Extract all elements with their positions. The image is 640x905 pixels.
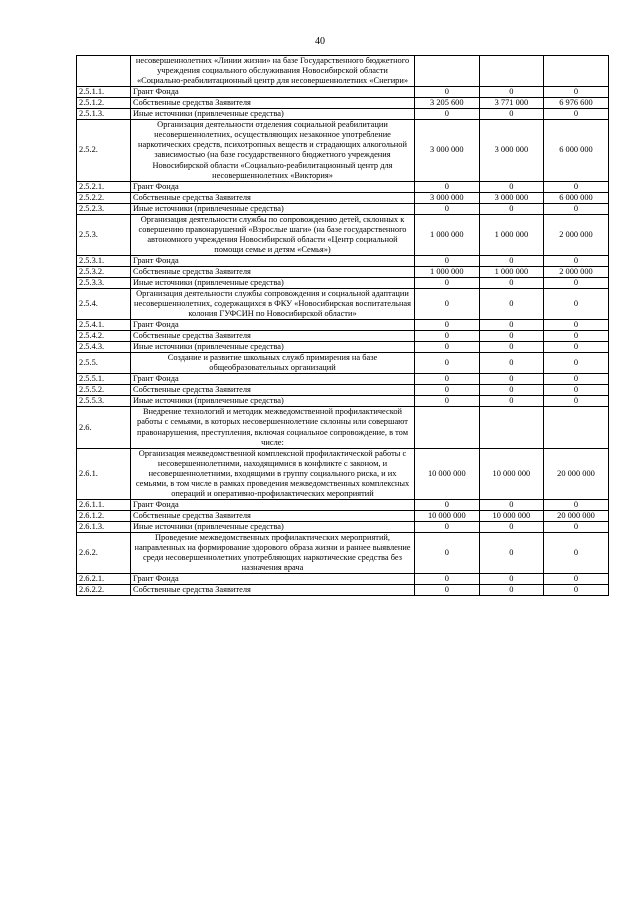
value-cell-3: 2 000 000 — [544, 267, 609, 278]
value-cell-2: 0 — [479, 396, 544, 407]
value-cell-2: 0 — [479, 385, 544, 396]
value-cell-1: 0 — [415, 533, 480, 574]
value-cell-1: 0 — [415, 109, 480, 120]
table-row — [77, 120, 609, 181]
table-row — [77, 396, 609, 407]
row-name-cell: Грант Фонда — [131, 500, 415, 511]
row-number-cell: 2.5.3. — [77, 214, 131, 255]
value-cell-3: 0 — [544, 585, 609, 596]
table-row — [77, 109, 609, 120]
value-cell-1: 3 205 600 — [415, 98, 480, 109]
value-cell-1: 0 — [415, 585, 480, 596]
row-name-cell: Грант Фонда — [131, 256, 415, 267]
value-cell-3: 0 — [544, 574, 609, 585]
table-row — [77, 407, 609, 448]
value-cell-2: 0 — [479, 109, 544, 120]
table-row — [77, 56, 609, 87]
row-number-cell: 2.5.2.2. — [77, 192, 131, 203]
table-row — [77, 192, 609, 203]
value-cell-1: 0 — [415, 522, 480, 533]
value-cell-3: 0 — [544, 256, 609, 267]
value-cell-1: 0 — [415, 203, 480, 214]
value-cell-2: 0 — [479, 331, 544, 342]
table-row — [77, 574, 609, 585]
value-cell-2: 10 000 000 — [479, 448, 544, 499]
value-cell-3 — [544, 56, 609, 87]
row-number-cell: 2.6.1. — [77, 448, 131, 499]
table-row — [77, 181, 609, 192]
row-name-cell: Грант Фонда — [131, 181, 415, 192]
value-cell-2: 1 000 000 — [479, 267, 544, 278]
row-name-cell: Внедрение технологий и методик межведомственной профилактической работы с семьями, в которых несовершеннолетние склонны или совершают правонарушения, преступления, включая социальное сопровождение, в том числе: — [131, 407, 415, 448]
value-cell-1: 3 000 000 — [415, 120, 480, 181]
value-cell-1: 0 — [415, 374, 480, 385]
value-cell-3: 0 — [544, 396, 609, 407]
row-name-cell: Собственные средства Заявителя — [131, 192, 415, 203]
value-cell-3: 2 000 000 — [544, 214, 609, 255]
value-cell-3 — [544, 407, 609, 448]
row-name-cell: Собственные средства Заявителя — [131, 511, 415, 522]
value-cell-2: 0 — [479, 87, 544, 98]
value-cell-2: 0 — [479, 320, 544, 331]
value-cell-3: 0 — [544, 278, 609, 289]
value-cell-2: 0 — [479, 533, 544, 574]
row-number-cell: 2.5.5.3. — [77, 396, 131, 407]
value-cell-2: 0 — [479, 353, 544, 374]
row-name-cell: Грант Фонда — [131, 320, 415, 331]
value-cell-1: 0 — [415, 256, 480, 267]
value-cell-3: 0 — [544, 181, 609, 192]
row-name-cell: Организация деятельности отделения социальной реабилитации несовершеннолетних, осуществляющих незаконное употребление наркотических средств, психотропных веществ и страдающих алкогольной зависимостью (на базе государственного бюджетного учреждения Новосибирской области «Социально-реабилитационный центр для несовершеннолетних «Виктория» — [131, 120, 415, 181]
row-name-cell: Иные источники (привлеченные средства) — [131, 109, 415, 120]
value-cell-3: 0 — [544, 385, 609, 396]
value-cell-1: 0 — [415, 353, 480, 374]
table-row — [77, 448, 609, 499]
value-cell-3: 0 — [544, 87, 609, 98]
row-number-cell: 2.5.3.3. — [77, 278, 131, 289]
budget-table — [76, 55, 609, 596]
value-cell-2: 0 — [479, 203, 544, 214]
value-cell-2: 0 — [479, 181, 544, 192]
value-cell-3: 0 — [544, 342, 609, 353]
value-cell-3: 6 000 000 — [544, 192, 609, 203]
value-cell-1: 0 — [415, 385, 480, 396]
row-name-cell: Организация деятельности службы по сопровождению детей, склонных к совершению правонарушений «Взрослые шаги» (на базе государственного автономного учреждения Новосибирской области «Центр социальной помощи семье и детям «Семья») — [131, 214, 415, 255]
row-number-cell: 2.6.1.1. — [77, 500, 131, 511]
row-number-cell: 2.5.3.2. — [77, 267, 131, 278]
row-name-cell: Собственные средства Заявителя — [131, 98, 415, 109]
value-cell-2: 0 — [479, 256, 544, 267]
table-row — [77, 522, 609, 533]
row-number-cell: 2.5.5. — [77, 353, 131, 374]
value-cell-3: 20 000 000 — [544, 448, 609, 499]
table-row — [77, 511, 609, 522]
row-number-cell: 2.5.4. — [77, 289, 131, 320]
row-number-cell: 2.5.2.3. — [77, 203, 131, 214]
value-cell-1: 0 — [415, 278, 480, 289]
value-cell-2: 0 — [479, 342, 544, 353]
table-row — [77, 278, 609, 289]
value-cell-3: 0 — [544, 522, 609, 533]
value-cell-3: 20 000 000 — [544, 511, 609, 522]
value-cell-1: 0 — [415, 342, 480, 353]
page-number: 40 — [315, 36, 325, 47]
row-number-cell: 2.5.1.1. — [77, 87, 131, 98]
row-number-cell — [77, 56, 131, 87]
row-number-cell: 2.5.1.3. — [77, 109, 131, 120]
row-number-cell: 2.6.2. — [77, 533, 131, 574]
value-cell-1: 0 — [415, 331, 480, 342]
value-cell-1: 0 — [415, 574, 480, 585]
table-row — [77, 331, 609, 342]
row-name-cell: Собственные средства Заявителя — [131, 385, 415, 396]
table-row — [77, 500, 609, 511]
value-cell-3: 0 — [544, 109, 609, 120]
row-name-cell: Организация межведомственной комплексной профилактической работы с несовершеннолетними, находящимися в конфликте с законом, и несовершеннолетними, входящими в группу социального риска, и их семьями, в том числе в рамках проведения межведомственных комплексных операций и оперативно-профилактических мероприятий — [131, 448, 415, 499]
table-row — [77, 267, 609, 278]
value-cell-1 — [415, 407, 480, 448]
value-cell-1: 0 — [415, 87, 480, 98]
table-row — [77, 533, 609, 574]
row-number-cell: 2.6.1.3. — [77, 522, 131, 533]
row-name-cell: Иные источники (привлеченные средства) — [131, 278, 415, 289]
value-cell-3: 6 000 000 — [544, 120, 609, 181]
value-cell-3: 0 — [544, 374, 609, 385]
value-cell-2: 0 — [479, 374, 544, 385]
table-row — [77, 342, 609, 353]
value-cell-2 — [479, 407, 544, 448]
value-cell-2 — [479, 56, 544, 87]
value-cell-3: 0 — [544, 320, 609, 331]
table-row — [77, 374, 609, 385]
value-cell-1: 0 — [415, 396, 480, 407]
value-cell-1: 0 — [415, 500, 480, 511]
value-cell-2: 0 — [479, 278, 544, 289]
value-cell-2: 3 000 000 — [479, 192, 544, 203]
value-cell-3: 0 — [544, 533, 609, 574]
row-name-cell: Проведение межведомственных профилактических мероприятий, направленных на формирование здорового образа жизни и раннее выявление среди несовершеннолетних употребляющих наркотические средства без назначения врача — [131, 533, 415, 574]
row-number-cell: 2.6.2.2. — [77, 585, 131, 596]
row-number-cell: 2.5.4.1. — [77, 320, 131, 331]
value-cell-1: 10 000 000 — [415, 511, 480, 522]
value-cell-2: 1 000 000 — [479, 214, 544, 255]
value-cell-2: 0 — [479, 289, 544, 320]
value-cell-2: 0 — [479, 522, 544, 533]
value-cell-1: 10 000 000 — [415, 448, 480, 499]
row-number-cell: 2.5.5.2. — [77, 385, 131, 396]
row-number-cell: 2.6.1.2. — [77, 511, 131, 522]
value-cell-1: 0 — [415, 320, 480, 331]
value-cell-2: 0 — [479, 585, 544, 596]
table-row — [77, 203, 609, 214]
row-name-cell: Собственные средства Заявителя — [131, 267, 415, 278]
table-row — [77, 87, 609, 98]
value-cell-1: 1 000 000 — [415, 214, 480, 255]
row-number-cell: 2.5.3.1. — [77, 256, 131, 267]
value-cell-3: 0 — [544, 289, 609, 320]
row-name-cell: Собственные средства Заявителя — [131, 331, 415, 342]
row-name-cell: Иные источники (привлеченные средства) — [131, 396, 415, 407]
value-cell-3: 0 — [544, 353, 609, 374]
row-name-cell: Иные источники (привлеченные средства) — [131, 522, 415, 533]
value-cell-2: 0 — [479, 500, 544, 511]
row-name-cell: Грант Фонда — [131, 374, 415, 385]
value-cell-2: 0 — [479, 574, 544, 585]
value-cell-1: 0 — [415, 289, 480, 320]
value-cell-2: 3 771 000 — [479, 98, 544, 109]
table-row — [77, 320, 609, 331]
value-cell-3: 0 — [544, 331, 609, 342]
table-row — [77, 289, 609, 320]
row-number-cell: 2.5.1.2. — [77, 98, 131, 109]
value-cell-2: 3 000 000 — [479, 120, 544, 181]
value-cell-1: 1 000 000 — [415, 267, 480, 278]
row-number-cell: 2.6.2.1. — [77, 574, 131, 585]
row-name-cell: Иные источники (привлеченные средства) — [131, 203, 415, 214]
row-number-cell: 2.5.2.1. — [77, 181, 131, 192]
row-name-cell: несовершеннолетних «Линии жизни» на базе Государственного бюджетного учреждения социального обслуживания Новосибирской области «Социально-реабилитационный центр для несовершеннолетних «Снегири» — [131, 56, 415, 87]
value-cell-3: 0 — [544, 500, 609, 511]
row-number-cell: 2.5.5.1. — [77, 374, 131, 385]
table-row — [77, 214, 609, 255]
value-cell-2: 10 000 000 — [479, 511, 544, 522]
row-name-cell: Организация деятельности службы сопровождения и социальной адаптации несовершеннолетних, содержащихся в ФКУ «Новосибирская воспитательная колония ГУФСИН по Новосибирской области» — [131, 289, 415, 320]
value-cell-1: 3 000 000 — [415, 192, 480, 203]
table-row — [77, 585, 609, 596]
table-row — [77, 98, 609, 109]
row-name-cell: Создание и развитие школьных служб примирения на базе общеобразовательных организаций — [131, 353, 415, 374]
value-cell-1: 0 — [415, 181, 480, 192]
row-name-cell: Грант Фонда — [131, 574, 415, 585]
row-number-cell: 2.5.4.3. — [77, 342, 131, 353]
table-row — [77, 353, 609, 374]
table-row — [77, 385, 609, 396]
value-cell-1 — [415, 56, 480, 87]
row-number-cell: 2.5.4.2. — [77, 331, 131, 342]
row-name-cell: Грант Фонда — [131, 87, 415, 98]
budget-table-body — [77, 56, 609, 596]
value-cell-3: 6 976 600 — [544, 98, 609, 109]
row-name-cell: Собственные средства Заявителя — [131, 585, 415, 596]
row-number-cell: 2.6. — [77, 407, 131, 448]
value-cell-3: 0 — [544, 203, 609, 214]
row-number-cell: 2.5.2. — [77, 120, 131, 181]
table-row — [77, 256, 609, 267]
row-name-cell: Иные источники (привлеченные средства) — [131, 342, 415, 353]
